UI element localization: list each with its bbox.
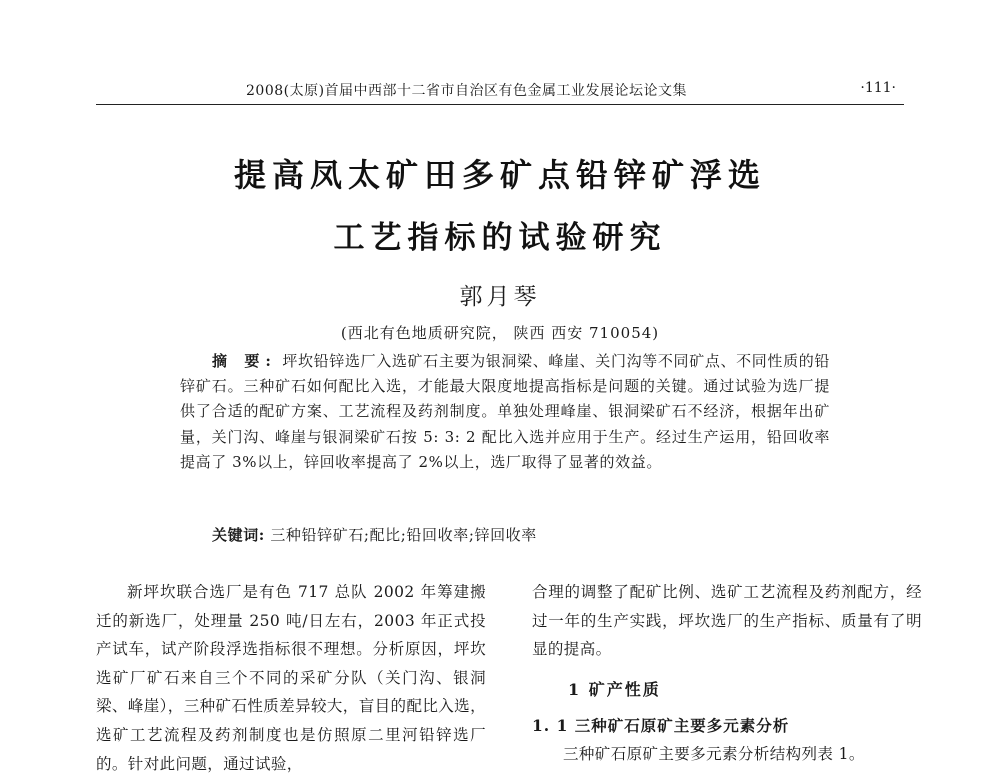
intro-paragraph-continued: 合理的调整了配矿比例、选矿工艺流程及药剂配方，经过一年的生产实践，坪坎选厂的生产指标、质量有了明显的提高。 <box>532 583 922 659</box>
body-column-left <box>96 578 486 778</box>
section-1-1-text: 三种矿石原矿主要多元素分析结构列表 1。 <box>563 744 865 763</box>
keywords-label: 关键词: <box>212 526 265 544</box>
abstract-label: 摘 要: <box>212 352 277 370</box>
running-header <box>96 78 904 105</box>
intro-paragraph: 新坪坎联合选厂是有色 717 总队 2002 年筹建搬迁的新选厂，处理量 250 吨/日左右，2003 年正式投产试车，试产阶段浮选指标很不理想。分析原因，坪坎选矿厂矿石来自三个不同的采矿分队（关门沟、银洞梁、峰崖），三种矿石性质差异较大，盲目的配比入选，选矿工艺流程及药剂制度也是仿照原二里河铅锌选厂的。针对此问题，通过试验， <box>96 583 486 773</box>
body-column-right <box>532 578 922 768</box>
abstract-text: 坪坎铅锌选厂入选矿石主要为银洞梁、峰崖、关门沟等不同矿点、不同性质的铅锌矿石。三种矿石如何配比入选，才能最大限度地提高指标是问题的关键。通过试验为选厂提供了合适的配矿方案、工艺流程及药剂制度。单独处理峰崖、银洞梁矿石不经济，根据年出矿量，关门沟、峰崖与银洞梁矿石按 5: 3: 2 配比入选并应用于生产。经过生产运用，铅回收率提高了 3%以上，锌回收率提高了 2%以上，选厂取得了显著的效益。 <box>180 352 830 471</box>
journal-title: 2008(太原)首届中西部十二省市自治区有色金属工业发展论坛论文集 <box>246 83 688 99</box>
section-heading-1: 1 矿产性质 <box>568 679 661 699</box>
author-name: 郭月琴 <box>459 284 541 310</box>
abstract <box>180 349 830 475</box>
keywords-text: 三种铅锌矿石;配比;铅回收率;锌回收率 <box>270 526 537 544</box>
section-heading-1-1: 1. 1 三种矿石原矿主要多元素分析 <box>532 715 790 735</box>
page-number: ·111· <box>860 80 896 96</box>
paper-title-line-1: 提高凤太矿田多矿点铅锌矿浮选 <box>233 156 766 194</box>
keywords <box>212 524 537 545</box>
paper-title-line-2: 工艺指标的试验研究 <box>333 220 667 256</box>
affiliation: (西北有色地质研究院， 陕西 西安 710054) <box>340 324 660 342</box>
